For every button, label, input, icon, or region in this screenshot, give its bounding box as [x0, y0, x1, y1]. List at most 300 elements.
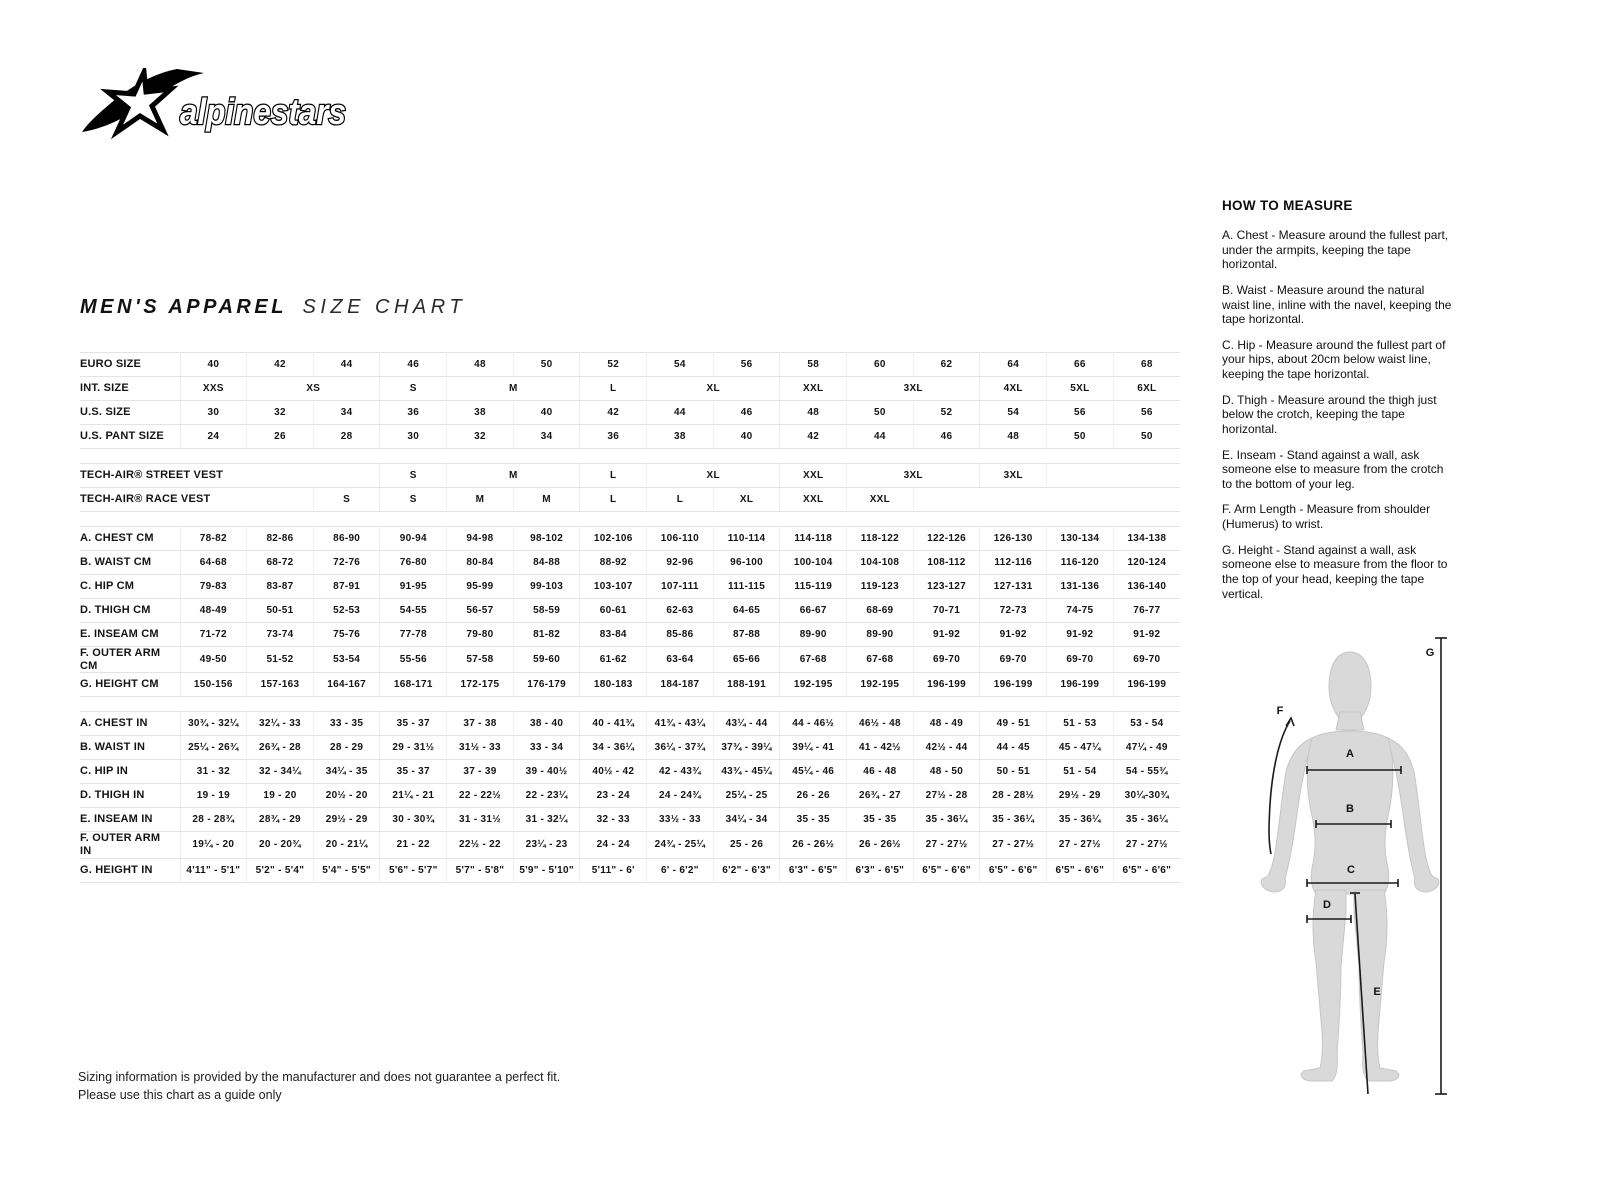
row-label: E. INSEAM CM [80, 623, 180, 647]
row-label: B. WAIST IN [80, 736, 180, 760]
size-cell: 3XL [847, 464, 980, 488]
size-cell: 66 [1047, 353, 1114, 377]
size-cell: 51 - 54 [1047, 760, 1114, 784]
size-cell: 82-86 [247, 527, 314, 551]
size-cell: 5XL [1047, 377, 1114, 401]
size-cell: 34¼ - 34 [713, 808, 780, 832]
table-row [80, 575, 1180, 599]
size-cell: 76-77 [1113, 599, 1180, 623]
size-cell: 5'2" - 5'4" [247, 858, 314, 882]
size-cell: 63-64 [647, 647, 714, 673]
size-cell: 46 [380, 353, 447, 377]
figure-label-f: F [1276, 705, 1284, 717]
size-cell: 46 [713, 401, 780, 425]
size-cell: 127-131 [980, 575, 1047, 599]
size-cell: 37 - 39 [447, 760, 514, 784]
size-cell: 42 [780, 425, 847, 449]
size-cell: 87-91 [313, 575, 380, 599]
size-cell: 34 - 36¼ [580, 736, 647, 760]
size-cell: XXL [780, 377, 847, 401]
size-cell: 90-94 [380, 527, 447, 551]
size-cell: 196-199 [913, 673, 980, 697]
size-cell: 116-120 [1047, 551, 1114, 575]
size-cell: 35 - 36¼ [1113, 808, 1180, 832]
size-cell: 26¾ - 27 [847, 784, 914, 808]
size-cell: 68-72 [247, 551, 314, 575]
row-label: U.S. SIZE [80, 401, 180, 425]
size-cell: L [580, 464, 647, 488]
size-cell: 72-76 [313, 551, 380, 575]
size-cell: 69-70 [980, 647, 1047, 673]
size-cell: 33½ - 33 [647, 808, 714, 832]
size-cell: 196-199 [1047, 673, 1114, 697]
size-cell: 44 - 45 [980, 736, 1047, 760]
size-cell: 32¼ - 33 [247, 712, 314, 736]
size-cell: 27 - 27½ [1113, 832, 1180, 858]
size-cell: 27 - 27½ [913, 832, 980, 858]
size-cell: 192-195 [847, 673, 914, 697]
row-label: F. OUTER ARM CM [80, 647, 180, 673]
figure-label-g: G [1425, 647, 1435, 659]
size-cell [913, 488, 1180, 512]
size-cell: 157-163 [247, 673, 314, 697]
size-cell: 27 - 27½ [1047, 832, 1114, 858]
size-cell: 119-123 [847, 575, 914, 599]
size-cell: 85-86 [647, 623, 714, 647]
size-cell: 69-70 [1047, 647, 1114, 673]
size-cell: 35 - 37 [380, 760, 447, 784]
table-row [80, 736, 1180, 760]
size-cell: S [380, 488, 447, 512]
size-cell: 89-90 [847, 623, 914, 647]
size-cell: 110-114 [713, 527, 780, 551]
size-cell: 180-183 [580, 673, 647, 697]
size-cell: 58-59 [513, 599, 580, 623]
size-cell: 35 - 37 [380, 712, 447, 736]
size-cell: 48 [447, 353, 514, 377]
size-cell: 79-80 [447, 623, 514, 647]
size-cell: 28 [313, 425, 380, 449]
size-cell: 26¾ - 28 [247, 736, 314, 760]
size-cell: 56 [1113, 401, 1180, 425]
size-cell: 30¾ - 32¼ [180, 712, 247, 736]
size-cell: 196-199 [980, 673, 1047, 697]
size-cell: 102-106 [580, 527, 647, 551]
size-cell: 48 - 49 [913, 712, 980, 736]
size-cell: 50 [513, 353, 580, 377]
size-cell: 38 [647, 425, 714, 449]
row-label: C. HIP IN [80, 760, 180, 784]
size-cell: 73-74 [247, 623, 314, 647]
brand-logo [80, 68, 352, 146]
measure-item: F. Arm Length - Measure from shoulder (Humerus) to wrist. [1222, 502, 1431, 531]
table-row [80, 527, 1180, 551]
table-row [80, 353, 1180, 377]
size-cell: 41 - 42½ [847, 736, 914, 760]
size-cell: 5'6" - 5'7" [380, 858, 447, 882]
size-cell: 44 [313, 353, 380, 377]
size-cell: 4'11" - 5'1" [180, 858, 247, 882]
size-cell: XL [713, 488, 780, 512]
size-cell: XXS [180, 377, 247, 401]
size-cell: 20½ - 20 [313, 784, 380, 808]
size-cell: 49-50 [180, 647, 247, 673]
row-label: C. HIP CM [80, 575, 180, 599]
size-cell: 48-49 [180, 599, 247, 623]
size-cell: 72-73 [980, 599, 1047, 623]
size-cell: 112-116 [980, 551, 1047, 575]
table-row [80, 760, 1180, 784]
size-cell: 35 - 35 [780, 808, 847, 832]
size-cell: 25¼ - 25 [713, 784, 780, 808]
size-cell: 19 - 20 [247, 784, 314, 808]
size-cell: 64-68 [180, 551, 247, 575]
size-cell: 91-95 [380, 575, 447, 599]
size-cell: 122-126 [913, 527, 980, 551]
row-label: B. WAIST CM [80, 551, 180, 575]
row-label: A. CHEST CM [80, 527, 180, 551]
size-cell: 192-195 [780, 673, 847, 697]
size-cell: 48 - 50 [913, 760, 980, 784]
size-cell: 54 [980, 401, 1047, 425]
size-cell: 136-140 [1113, 575, 1180, 599]
size-cell: 26 - 26 [780, 784, 847, 808]
size-cell: 103-107 [580, 575, 647, 599]
size-cell: L [647, 488, 714, 512]
table-row [80, 623, 1180, 647]
measure-item: C. Hip - Measure around the fullest part of your hips, about 20cm below waist line, keeping the tape horizontal. [1222, 337, 1446, 381]
size-cell: 22 - 22½ [447, 784, 514, 808]
size-cell: 34 [313, 401, 380, 425]
size-cell: 77-78 [380, 623, 447, 647]
size-cell: 26 - 26½ [780, 832, 847, 858]
row-label: TECH-AIR® RACE VEST [80, 488, 313, 512]
size-cell: 65-66 [713, 647, 780, 673]
size-cell: 54-55 [380, 599, 447, 623]
table-row [80, 858, 1180, 882]
size-cell: 66-67 [780, 599, 847, 623]
measure-panel [1222, 198, 1454, 612]
size-cell: 6'3" - 6'5" [780, 858, 847, 882]
size-cell: 40 [713, 425, 780, 449]
size-cell: 62-63 [647, 599, 714, 623]
size-cell: 5'4" - 5'5" [313, 858, 380, 882]
size-cell: 32 - 34¼ [247, 760, 314, 784]
size-cell: 44 - 46½ [780, 712, 847, 736]
size-cell: 6'5" - 6'6" [1113, 858, 1180, 882]
size-cell: 130-134 [1047, 527, 1114, 551]
size-cell: 64-65 [713, 599, 780, 623]
size-cell: 31 - 32¼ [513, 808, 580, 832]
size-cell: 42 [580, 401, 647, 425]
size-cell: 30 [180, 401, 247, 425]
size-cell: 44 [847, 425, 914, 449]
table-row [80, 808, 1180, 832]
size-cell: 150-156 [180, 673, 247, 697]
size-cell: 6'3" - 6'5" [847, 858, 914, 882]
size-cell: 51-52 [247, 647, 314, 673]
size-cell: 62 [913, 353, 980, 377]
size-cell: 29½ - 29 [1047, 784, 1114, 808]
size-cell: 50 [847, 401, 914, 425]
table-row [80, 377, 1180, 401]
size-cell: 32 - 33 [580, 808, 647, 832]
size-cell: 50 [1113, 425, 1180, 449]
size-cell: 42 [247, 353, 314, 377]
size-cell: 27½ - 28 [913, 784, 980, 808]
size-cell: 61-62 [580, 647, 647, 673]
size-cell: 24¾ - 25¼ [647, 832, 714, 858]
size-cell: 89-90 [780, 623, 847, 647]
size-cell: 3XL [847, 377, 980, 401]
disclaimer-line2: Please use this chart as a guide only [78, 1088, 282, 1103]
size-cell: 20 - 20¾ [247, 832, 314, 858]
figure-diagram [1238, 624, 1590, 1102]
size-cell: 50 [1047, 425, 1114, 449]
size-cell: 30 [380, 425, 447, 449]
size-cell: 40 [513, 401, 580, 425]
measure-item: D. Thigh - Measure around the thigh just below the crotch, keeping the tape horizontal. [1222, 392, 1437, 436]
size-cell: 6'2" - 6'3" [713, 858, 780, 882]
row-label: D. THIGH IN [80, 784, 180, 808]
size-cell: 48 [780, 401, 847, 425]
size-cell: 35 - 36¼ [1047, 808, 1114, 832]
table-row [80, 425, 1180, 449]
size-cell: XXL [780, 464, 847, 488]
measure-item: G. Height - Stand against a wall, ask someone else to measure from the floor to the top of your head, keeping the tape vertical. [1222, 542, 1448, 601]
size-cell: 52-53 [313, 599, 380, 623]
size-cell: 51 - 53 [1047, 712, 1114, 736]
size-cell: 75-76 [313, 623, 380, 647]
size-cell: 28 - 29 [313, 736, 380, 760]
size-cell: 188-191 [713, 673, 780, 697]
size-cell: 172-175 [447, 673, 514, 697]
figure-neck [1336, 712, 1364, 730]
size-cell: XXL [780, 488, 847, 512]
size-cell: 91-92 [913, 623, 980, 647]
size-cell: 31 - 32 [180, 760, 247, 784]
figure-right-arm [1388, 738, 1439, 892]
size-cell: 23¼ - 23 [513, 832, 580, 858]
size-cell: 86-90 [313, 527, 380, 551]
size-cell: 48 [980, 425, 1047, 449]
size-cell: 98-102 [513, 527, 580, 551]
size-cell: 69-70 [1113, 647, 1180, 673]
size-cell: 24 - 24 [580, 832, 647, 858]
row-label: TECH-AIR® STREET VEST [80, 464, 380, 488]
size-cell: 38 [447, 401, 514, 425]
height-line [1435, 638, 1447, 1094]
row-label: U.S. PANT SIZE [80, 425, 180, 449]
size-cell: 184-187 [647, 673, 714, 697]
size-cell: 100-104 [780, 551, 847, 575]
size-cell: 118-122 [847, 527, 914, 551]
size-cell: 29½ - 29 [313, 808, 380, 832]
figure-label-b: B [1346, 803, 1354, 815]
size-cell: 33 - 35 [313, 712, 380, 736]
size-cell: 34¼ - 35 [313, 760, 380, 784]
size-cell: 107-111 [647, 575, 714, 599]
size-cell: 106-110 [647, 527, 714, 551]
size-cell: 52 [580, 353, 647, 377]
size-cell: 84-88 [513, 551, 580, 575]
size-cell: 45 - 47¼ [1047, 736, 1114, 760]
size-cell: 91-92 [1113, 623, 1180, 647]
size-cell: 46½ - 48 [847, 712, 914, 736]
size-cell: 21¼ - 21 [380, 784, 447, 808]
size-cell: 21 - 22 [380, 832, 447, 858]
size-cell: 58 [780, 353, 847, 377]
size-cell: 40½ - 42 [580, 760, 647, 784]
table-row [80, 784, 1180, 808]
size-cell: 33 - 34 [513, 736, 580, 760]
size-cell: 42½ - 44 [913, 736, 980, 760]
size-cell: 57-58 [447, 647, 514, 673]
size-cell: 36 [380, 401, 447, 425]
size-cell: 176-179 [513, 673, 580, 697]
table-row [80, 464, 1180, 488]
size-cell: 196-199 [1113, 673, 1180, 697]
size-cell: 94-98 [447, 527, 514, 551]
size-cell: 39¼ - 41 [780, 736, 847, 760]
table-row [80, 401, 1180, 425]
size-cell: 47¼ - 49 [1113, 736, 1180, 760]
size-cell: 123-127 [913, 575, 980, 599]
row-label: G. HEIGHT IN [80, 858, 180, 882]
size-cell: 52 [913, 401, 980, 425]
figure-label-e: E [1373, 986, 1381, 998]
size-cell: 30 - 30¾ [380, 808, 447, 832]
size-cell: 68-69 [847, 599, 914, 623]
disclaimer-line1: Sizing information is provided by the manufacturer and does not guarantee a perfect fit. [78, 1070, 561, 1084]
size-cell: 28¾ - 29 [247, 808, 314, 832]
size-cell: 74-75 [1047, 599, 1114, 623]
disclaimer [78, 1068, 560, 1104]
row-label: A. CHEST IN [80, 712, 180, 736]
size-cell: 31½ - 33 [447, 736, 514, 760]
size-cell: 19¼ - 20 [180, 832, 247, 858]
size-cell: 6'5" - 6'6" [913, 858, 980, 882]
size-cell: 46 [913, 425, 980, 449]
size-cell: 36 [580, 425, 647, 449]
size-cell: 71-72 [180, 623, 247, 647]
size-cell: 37¾ - 39¼ [713, 736, 780, 760]
measure-heading: HOW TO MEASURE [1222, 198, 1353, 213]
size-cell: S [380, 464, 447, 488]
size-cell: 31 - 31½ [447, 808, 514, 832]
row-label: F. OUTER ARM IN [80, 832, 180, 858]
size-cell: M [447, 377, 580, 401]
row-label: E. INSEAM IN [80, 808, 180, 832]
size-cell: 54 - 55¾ [1113, 760, 1180, 784]
size-cell: 40 [180, 353, 247, 377]
size-cell: 78-82 [180, 527, 247, 551]
size-cell: 32 [247, 401, 314, 425]
size-cell: 64 [980, 353, 1047, 377]
size-cell: XL [647, 377, 780, 401]
measure-item: B. Waist - Measure around the natural waist line, inline with the navel, keeping the tape horizontal. [1222, 282, 1452, 327]
table-section-gap [80, 697, 1180, 712]
size-cell: 76-80 [380, 551, 447, 575]
size-cell: 68 [1113, 353, 1180, 377]
size-cell: 35 - 35 [847, 808, 914, 832]
table-section-gap [80, 449, 1180, 464]
title-primary: MEN'S APPAREL [80, 296, 287, 318]
measure-item: A. Chest - Measure around the fullest part, under the armpits, keeping the tape horizontal. [1222, 228, 1449, 272]
size-cell: 26 [247, 425, 314, 449]
size-cell: 50 - 51 [980, 760, 1047, 784]
size-cell: 87-88 [713, 623, 780, 647]
size-cell: 54 [647, 353, 714, 377]
size-cell: 44 [647, 401, 714, 425]
title-secondary: SIZE CHART [302, 296, 467, 318]
size-cell: 120-124 [1113, 551, 1180, 575]
size-cell: L [580, 488, 647, 512]
size-table [80, 352, 1180, 883]
table-row [80, 673, 1180, 697]
size-cell: M [447, 488, 514, 512]
table-row [80, 551, 1180, 575]
size-cell: M [447, 464, 580, 488]
size-cell: 91-92 [1047, 623, 1114, 647]
size-cell: 43¼ - 44 [713, 712, 780, 736]
size-cell: 126-130 [980, 527, 1047, 551]
size-cell: 35 - 36¼ [980, 808, 1047, 832]
table-row [80, 647, 1180, 673]
table-row [80, 599, 1180, 623]
size-cell: 24 [180, 425, 247, 449]
size-cell: 6' - 6'2" [647, 858, 714, 882]
size-cell: S [313, 488, 380, 512]
size-cell: 80-84 [447, 551, 514, 575]
size-cell: 28 - 28¾ [180, 808, 247, 832]
size-cell: 5'7" - 5'8" [447, 858, 514, 882]
size-cell [1047, 464, 1180, 488]
size-cell: 55-56 [380, 647, 447, 673]
size-cell: 6XL [1113, 377, 1180, 401]
size-cell: 134-138 [1113, 527, 1180, 551]
table-row [80, 712, 1180, 736]
size-cell: 34 [513, 425, 580, 449]
size-cell: 92-96 [647, 551, 714, 575]
size-cell: 23 - 24 [580, 784, 647, 808]
size-cell: 104-108 [847, 551, 914, 575]
size-cell: 88-92 [580, 551, 647, 575]
size-cell: 25¼ - 26¾ [180, 736, 247, 760]
size-cell: XL [647, 464, 780, 488]
size-cell: 81-82 [513, 623, 580, 647]
size-cell: 4XL [980, 377, 1047, 401]
size-cell: 115-119 [780, 575, 847, 599]
size-cell: 30¼-30¾ [1113, 784, 1180, 808]
figure-label-d: D [1323, 899, 1331, 911]
size-cell: 46 - 48 [847, 760, 914, 784]
size-cell: 20 - 21¼ [313, 832, 380, 858]
size-cell: 28 - 28½ [980, 784, 1047, 808]
size-cell: 45¼ - 46 [780, 760, 847, 784]
size-cell: 69-70 [913, 647, 980, 673]
size-chart [80, 352, 1180, 883]
size-cell: S [380, 377, 447, 401]
row-label: G. HEIGHT CM [80, 673, 180, 697]
row-label: EURO SIZE [80, 353, 180, 377]
size-cell: 37 - 38 [447, 712, 514, 736]
size-cell: 6'5" - 6'6" [980, 858, 1047, 882]
row-label: INT. SIZE [80, 377, 180, 401]
size-cell: 67-68 [780, 647, 847, 673]
size-cell: 95-99 [447, 575, 514, 599]
size-cell: 22 - 23¼ [513, 784, 580, 808]
